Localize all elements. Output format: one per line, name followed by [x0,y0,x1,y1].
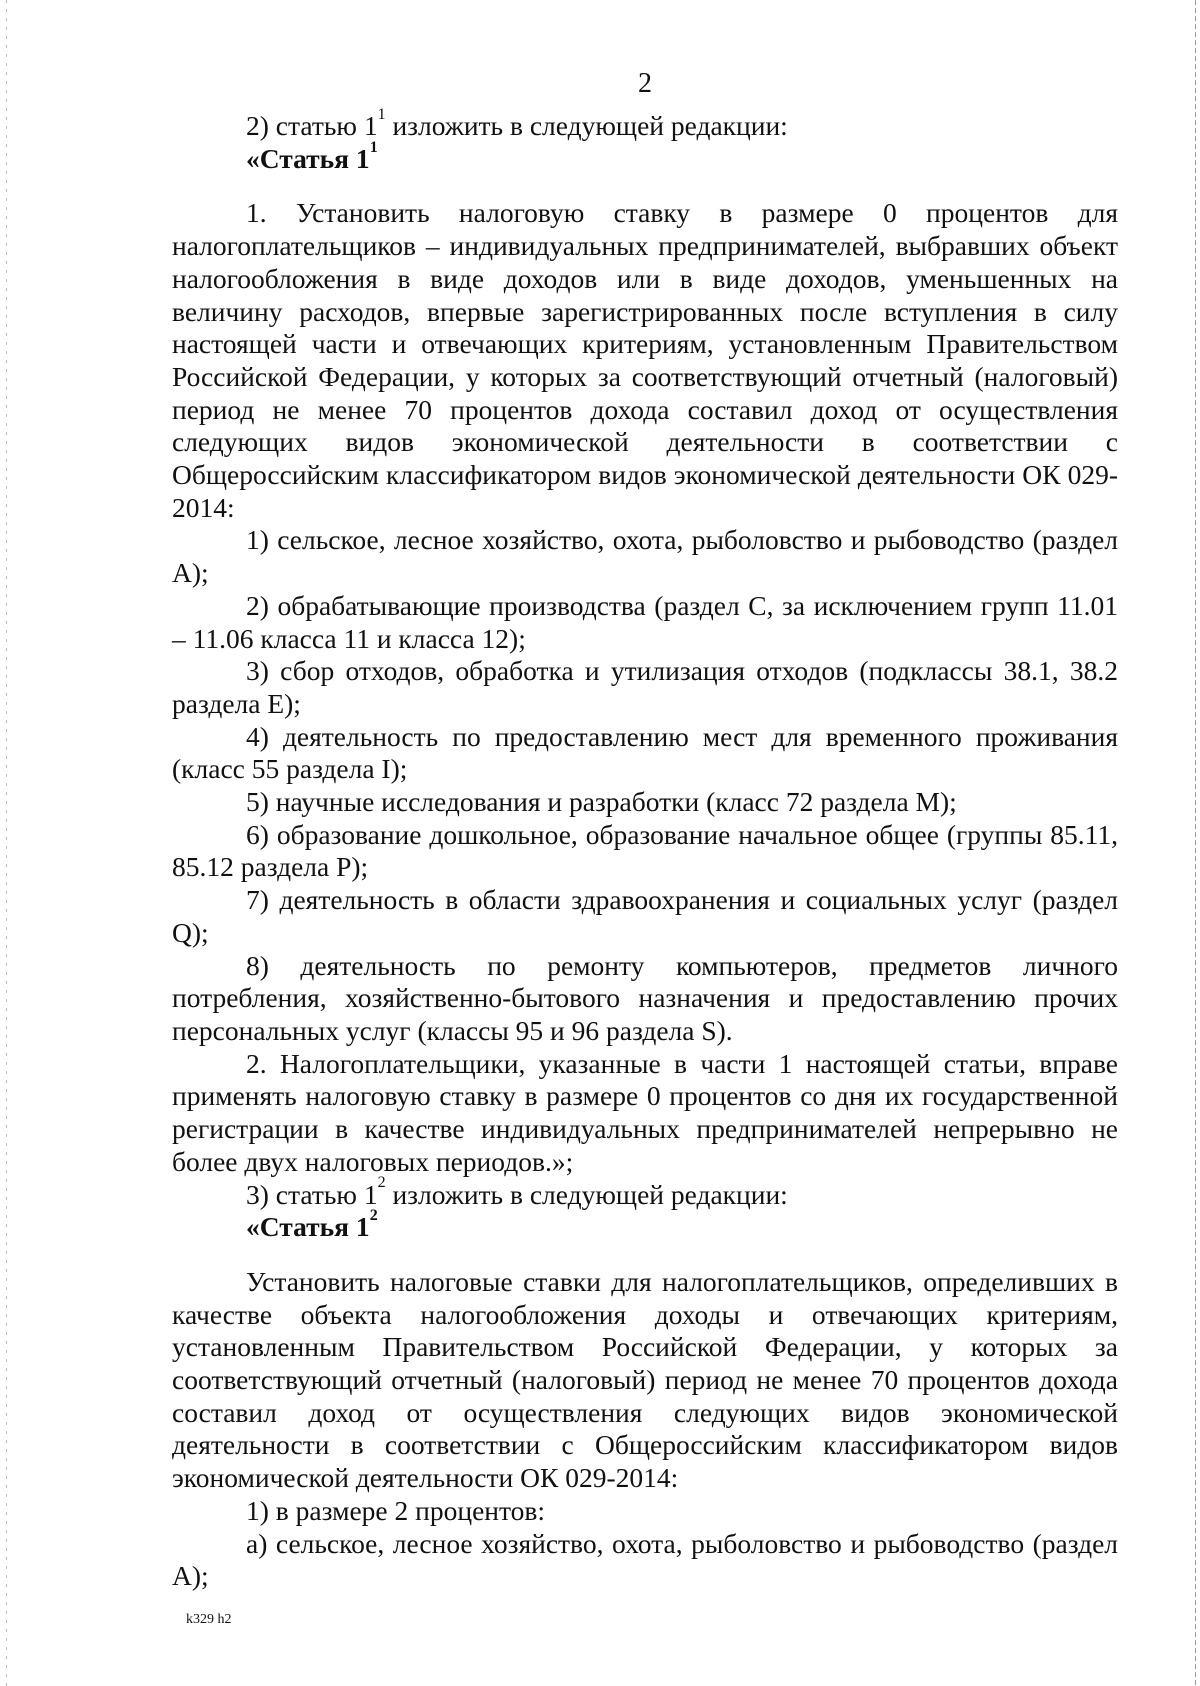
scan-edge-left [6,0,7,1686]
spacer [172,1244,1118,1266]
item-3-text-end: изложить в следующей редакции: [385,1178,788,1210]
item-2-sup: 1 [377,105,386,123]
article-1-1-title-text: «Статья 1 [246,142,370,174]
list-item-7: 7) деятельность в области здравоохранения и социальных услуг (раздел Q); [172,884,1118,948]
item-2-heading [172,105,1118,143]
article-1-1-part-2: 2. Налогоплательщики, указанные в части 1 настоящей статьи, вправе применять налоговую ставку в размере 0 процентов со дня их государственной регистрации в качестве индивидуальных предпринимателей непрерывно не более двух налоговых периодов.»; [172,1047,1118,1177]
list-item-4: 4) деятельность по предоставлению мест для временного проживания (класс 55 раздела I); [172,720,1118,785]
scan-edge-right [1195,0,1196,1686]
article-1-1-title-sup: 1 [369,138,378,156]
list-item-6: 6) образование дошкольное, образование начальное общее (группы 85.11, 85.12 раздела P); [172,818,1118,883]
footer-code: k329 h2 [186,1612,232,1627]
list-item-5: 5) научные исследования и разработки (класс 72 раздела M); [246,786,957,818]
document-body [172,105,1118,1593]
spacer [172,175,1118,197]
list-item-1: 1) сельское, лесное хозяйство, охота, рыболовство и рыбоводство (раздел A); [172,524,1118,589]
page-number: 2 [638,68,652,99]
list-item-8: 8) деятельность по ремонту компьютеров, предметов личного потребления, хозяйственно-бытового назначения и предоставлению прочих персональных услуг (классы 95 и 96 раздела S). [172,949,1118,1046]
item-3-sup: 2 [377,1174,386,1192]
item-3-text: 3) статью 1 [246,1178,378,1210]
article-1-2-rate-2-percent: 1) в размере 2 процентов: [246,1494,546,1526]
article-1-2-title-text: «Статья 1 [246,1211,370,1243]
item-3-heading [172,1174,1118,1212]
list-item-2: 2) обрабатывающие производства (раздел C, за исключением групп 11.01 – 11.06 класса 11 и класса 12); [172,589,1118,654]
item-2-text-end: изложить в следующей редакции: [385,110,788,141]
list-item-3: 3) сбор отходов, обработка и утилизация отходов (подклассы 38.1, 38.2 раздела E); [172,655,1118,719]
article-1-2-title-sup: 2 [369,1207,378,1225]
article-1-2-item-a: а) сельское, лесное хозяйство, охота, рыболовство и рыбоводство (раздел A); [172,1527,1118,1592]
article-1-1-part-1: 1. Установить налоговую ставку в размере 0 процентов для налогоплательщиков – индивидуальных предпринимателей, выбравших объект налогообложения в виде доходов или в виде доходов, уменьшенных на величину расходов, впервые зарегистрированных после вступления в силу настоящей части и отвечающих критериям, установленным Правительством Российской Федерации, у которых за соответствующий отчетный (налоговый) период не менее 70 процентов дохода составил доход от осуществления следующих видов экономической деятельности в соответствии с Общероссийским классификатором видов экономической деятельности ОК 029-2014: [172,197,1118,523]
article-1-2-title [172,1207,1118,1244]
item-2-text: 2) статью 1 [246,110,378,141]
article-1-2-intro: Установить налоговые ставки для налогоплательщиков, определивших в качестве объекта налогообложения доходы и отвечающих критериям, установленным Правительством Российской Федерации, у которых за соответствующий отчетный (налоговый) период не менее 70 процентов дохода составил доход от осуществления следующих видов экономической деятельности в соответствии с Общероссийским классификатором видов экономической деятельности ОК 029-2014: [172,1265,1118,1494]
article-1-1-title [172,138,1118,176]
